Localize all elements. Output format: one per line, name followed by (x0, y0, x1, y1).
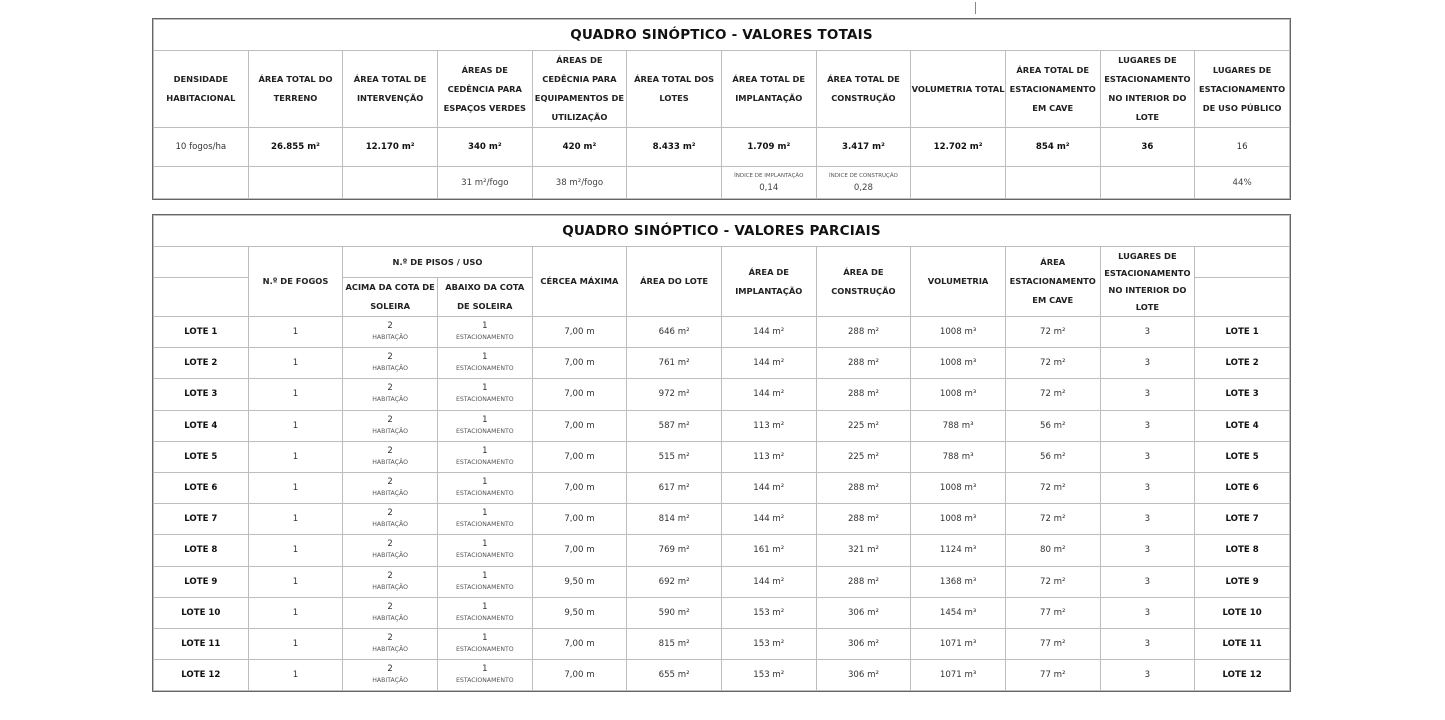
indice-implantacao-value: 0,14 (759, 182, 779, 193)
estac-cave-value: 80 m² (1005, 535, 1100, 566)
cercea-value: 7,00 m (532, 628, 627, 659)
abaixo-pisos: 1 (482, 632, 488, 643)
lugares-value: 3 (1100, 504, 1195, 535)
acima-uso: HABITAÇÃO (372, 552, 408, 560)
abaixo-cota-cell (437, 660, 532, 691)
lote-label-right: LOTE 7 (1195, 504, 1290, 535)
empty-header-cell (154, 247, 249, 278)
acima-cota-cell (343, 597, 438, 628)
area-lote-value: 617 m² (627, 472, 722, 503)
construcao-value: 321 m² (816, 535, 911, 566)
abaixo-cota-cell (437, 379, 532, 410)
fogos-value: 1 (248, 660, 343, 691)
value-lugares-lote: 36 (1100, 128, 1195, 167)
acima-pisos: 2 (387, 383, 393, 394)
abaixo-pisos: 1 (482, 414, 488, 425)
lote-label-right: LOTE 2 (1195, 348, 1290, 379)
empty-cell (343, 167, 438, 199)
header-area-intervencao: ÁREA TOTAL DE INTERVENÇÃO (343, 51, 438, 128)
header-lugares-lote: LUGARES DE ESTACIONAMENTO NO INTERIOR DO LOTE (1100, 51, 1195, 128)
value-area-construcao: 3.417 m² (816, 128, 911, 167)
implantacao-value: 144 m² (721, 472, 816, 503)
acima-pisos: 2 (387, 477, 393, 488)
value-densidade: 10 fogos/ha (154, 128, 249, 167)
implantacao-value: 153 m² (721, 597, 816, 628)
totals-secondary-row (154, 167, 1290, 199)
header-acima-cota: ACIMA DA COTA DE SOLEIRA (343, 278, 438, 317)
uso-publico-percentage: 44% (1195, 167, 1290, 199)
header-lugares-publico: LUGARES DE ESTACIONAMENTO DE USO PÚBLICO (1195, 51, 1290, 128)
table-row (154, 628, 1290, 659)
abaixo-uso: ESTACIONAMENTO (455, 396, 514, 404)
abaixo-pisos: 1 (482, 570, 488, 581)
estac-cave-value: 72 m² (1005, 472, 1100, 503)
construcao-value: 288 m² (816, 317, 911, 348)
estac-cave-value: 72 m² (1005, 317, 1100, 348)
header-area-lote: ÁREA DO LOTE (627, 247, 722, 317)
acima-uso: HABITAÇÃO (372, 396, 408, 404)
abaixo-pisos: 1 (482, 664, 488, 675)
estac-cave-value: 56 m² (1005, 410, 1100, 441)
header-area-implantacao: ÁREA TOTAL DE IMPLANTAÇÃO (721, 51, 816, 128)
header-cercea: CÉRCEA MÁXIMA (532, 247, 627, 317)
lote-label: LOTE 2 (154, 348, 249, 379)
value-area-intervencao: 12.170 m² (343, 128, 438, 167)
empty-header-cell (1195, 278, 1290, 317)
lugares-value: 3 (1100, 660, 1195, 691)
abaixo-uso: ESTACIONAMENTO (455, 614, 514, 622)
abaixo-pisos: 1 (482, 321, 488, 332)
empty-cell (627, 167, 722, 199)
cercea-value: 7,00 m (532, 410, 627, 441)
lugares-value: 3 (1100, 317, 1195, 348)
abaixo-uso: ESTACIONAMENTO (455, 427, 514, 435)
estac-cave-value: 56 m² (1005, 441, 1100, 472)
lote-label: LOTE 5 (154, 441, 249, 472)
volumetria-value: 1008 m³ (911, 472, 1006, 503)
indice-construcao-cell (816, 167, 911, 199)
construcao-value: 288 m² (816, 566, 911, 597)
indice-construcao-value: 0,28 (853, 182, 873, 193)
value-lugares-publico: 16 (1195, 128, 1290, 167)
implantacao-value: 153 m² (721, 628, 816, 659)
estac-cave-value: 72 m² (1005, 348, 1100, 379)
cercea-value: 7,00 m (532, 472, 627, 503)
acima-pisos: 2 (387, 570, 393, 581)
abaixo-uso: ESTACIONAMENTO (455, 677, 514, 685)
abaixo-cota-cell (437, 472, 532, 503)
empty-cell (1100, 167, 1195, 199)
implantacao-value: 144 m² (721, 348, 816, 379)
table-row (154, 410, 1290, 441)
abaixo-cota-cell (437, 504, 532, 535)
abaixo-uso: ESTACIONAMENTO (455, 365, 514, 373)
lugares-value: 3 (1100, 441, 1195, 472)
abaixo-pisos: 1 (482, 539, 488, 550)
construcao-value: 288 m² (816, 472, 911, 503)
estac-cave-value: 77 m² (1005, 660, 1100, 691)
fogos-value: 1 (248, 410, 343, 441)
fogos-value: 1 (248, 472, 343, 503)
construcao-value: 225 m² (816, 410, 911, 441)
table-row (154, 566, 1290, 597)
partials-table (153, 215, 1290, 691)
acima-uso: HABITAÇÃO (372, 458, 408, 466)
abaixo-cota-cell (437, 410, 532, 441)
area-lote-value: 587 m² (627, 410, 722, 441)
abaixo-uso: ESTACIONAMENTO (455, 490, 514, 498)
implantacao-value: 113 m² (721, 441, 816, 472)
acima-cota-cell (343, 504, 438, 535)
header-fogos: N.º DE FOGOS (248, 247, 343, 317)
estac-cave-value: 72 m² (1005, 379, 1100, 410)
acima-pisos: 2 (387, 352, 393, 363)
acima-uso: HABITAÇÃO (372, 427, 408, 435)
header-espacos-verdes: ÁREAS DE CEDÊNCIA PARA ESPAÇOS VERDES (437, 51, 532, 128)
abaixo-cota-cell (437, 317, 532, 348)
implantacao-value: 144 m² (721, 566, 816, 597)
acima-cota-cell (343, 535, 438, 566)
implantacao-value: 113 m² (721, 410, 816, 441)
acima-uso: HABITAÇÃO (372, 365, 408, 373)
volumetria-value: 1071 m³ (911, 660, 1006, 691)
header-area-lotes: ÁREA TOTAL DOS LOTES (627, 51, 722, 128)
fogos-value: 1 (248, 441, 343, 472)
volumetria-value: 1008 m³ (911, 379, 1006, 410)
fogos-value: 1 (248, 317, 343, 348)
value-volumetria: 12.702 m² (911, 128, 1006, 167)
totals-value-row (154, 128, 1290, 167)
fogos-value: 1 (248, 504, 343, 535)
acima-pisos: 2 (387, 414, 393, 425)
table-row (154, 317, 1290, 348)
construcao-value: 225 m² (816, 441, 911, 472)
implantacao-value: 144 m² (721, 379, 816, 410)
cercea-value: 7,00 m (532, 317, 627, 348)
volumetria-value: 1124 m³ (911, 535, 1006, 566)
empty-cell (154, 167, 249, 199)
acima-uso: HABITAÇÃO (372, 334, 408, 342)
lugares-value: 3 (1100, 535, 1195, 566)
equipamentos-per-fogo: 38 m²/fogo (532, 167, 627, 199)
acima-cota-cell (343, 566, 438, 597)
lote-label: LOTE 10 (154, 597, 249, 628)
fogos-value: 1 (248, 597, 343, 628)
lote-label: LOTE 8 (154, 535, 249, 566)
abaixo-pisos: 1 (482, 383, 488, 394)
empty-header-cell (1195, 247, 1290, 278)
volumetria-value: 1008 m³ (911, 348, 1006, 379)
area-lote-value: 972 m² (627, 379, 722, 410)
construcao-value: 306 m² (816, 628, 911, 659)
abaixo-pisos: 1 (482, 601, 488, 612)
header-volumetria: VOLUMETRIA (911, 247, 1006, 317)
abaixo-uso: ESTACIONAMENTO (455, 521, 514, 529)
cercea-value: 7,00 m (532, 504, 627, 535)
lote-label: LOTE 4 (154, 410, 249, 441)
table-row (154, 597, 1290, 628)
cercea-value: 7,00 m (532, 379, 627, 410)
empty-cell (1005, 167, 1100, 199)
volumetria-value: 1454 m³ (911, 597, 1006, 628)
lote-label-right: LOTE 5 (1195, 441, 1290, 472)
lote-label-right: LOTE 3 (1195, 379, 1290, 410)
area-lote-value: 761 m² (627, 348, 722, 379)
acima-uso: HABITAÇÃO (372, 583, 408, 591)
construcao-value: 288 m² (816, 379, 911, 410)
volumetria-value: 1368 m³ (911, 566, 1006, 597)
cercea-value: 9,50 m (532, 597, 627, 628)
fogos-value: 1 (248, 566, 343, 597)
abaixo-cota-cell (437, 597, 532, 628)
fogos-value: 1 (248, 379, 343, 410)
estac-cave-value: 77 m² (1005, 628, 1100, 659)
abaixo-uso: ESTACIONAMENTO (455, 334, 514, 342)
abaixo-pisos: 1 (482, 445, 488, 456)
abaixo-cota-cell (437, 566, 532, 597)
acima-cota-cell (343, 472, 438, 503)
value-espacos-verdes: 340 m² (437, 128, 532, 167)
construcao-value: 288 m² (816, 504, 911, 535)
area-lote-value: 815 m² (627, 628, 722, 659)
header-implantacao: ÁREA DE IMPLANTAÇÃO (721, 247, 816, 317)
lote-label-right: LOTE 8 (1195, 535, 1290, 566)
acima-cota-cell (343, 660, 438, 691)
table-row (154, 348, 1290, 379)
acima-cota-cell (343, 628, 438, 659)
partials-title: QUADRO SINÓPTICO - VALORES PARCIAIS (154, 216, 1290, 247)
value-area-lotes: 8.433 m² (627, 128, 722, 167)
acima-pisos: 2 (387, 539, 393, 550)
value-area-terreno: 26.855 m² (248, 128, 343, 167)
header-abaixo-cota: ABAIXO DA COTA DE SOLEIRA (437, 278, 532, 317)
totals-table (153, 19, 1290, 199)
estac-cave-value: 72 m² (1005, 504, 1100, 535)
acima-uso: HABITAÇÃO (372, 521, 408, 529)
header-area-terreno: ÁREA TOTAL DO TERRENO (248, 51, 343, 128)
totals-header-row (154, 51, 1290, 128)
volumetria-value: 788 m³ (911, 441, 1006, 472)
empty-cell (911, 167, 1006, 199)
abaixo-uso: ESTACIONAMENTO (455, 552, 514, 560)
table-row (154, 441, 1290, 472)
abaixo-uso: ESTACIONAMENTO (455, 645, 514, 653)
header-pisos-uso: N.º DE PISOS / USO (343, 247, 532, 278)
acima-cota-cell (343, 379, 438, 410)
lote-label: LOTE 1 (154, 317, 249, 348)
espacos-verdes-per-fogo: 31 m²/fogo (437, 167, 532, 199)
volumetria-value: 1008 m³ (911, 504, 1006, 535)
table-row (154, 504, 1290, 535)
abaixo-cota-cell (437, 441, 532, 472)
value-equipamentos: 420 m² (532, 128, 627, 167)
table-row (154, 660, 1290, 691)
abaixo-pisos: 1 (482, 508, 488, 519)
implantacao-value: 153 m² (721, 660, 816, 691)
area-lote-value: 655 m² (627, 660, 722, 691)
implantacao-value: 144 m² (721, 317, 816, 348)
acima-pisos: 2 (387, 664, 393, 675)
acima-uso: HABITAÇÃO (372, 614, 408, 622)
lugares-value: 3 (1100, 597, 1195, 628)
cercea-value: 7,00 m (532, 660, 627, 691)
lote-label: LOTE 11 (154, 628, 249, 659)
volumetria-value: 788 m³ (911, 410, 1006, 441)
lugares-value: 3 (1100, 566, 1195, 597)
implantacao-value: 144 m² (721, 504, 816, 535)
area-lote-value: 590 m² (627, 597, 722, 628)
acima-pisos: 2 (387, 601, 393, 612)
area-lote-value: 692 m² (627, 566, 722, 597)
fogos-value: 1 (248, 348, 343, 379)
fogos-value: 1 (248, 535, 343, 566)
text-cursor (975, 2, 976, 14)
lugares-value: 3 (1100, 410, 1195, 441)
header-estac-cave: ÁREA ESTACIONAMENTO EM CAVE (1005, 247, 1100, 317)
lugares-value: 3 (1100, 628, 1195, 659)
table-row (154, 472, 1290, 503)
acima-cota-cell (343, 348, 438, 379)
construcao-value: 306 m² (816, 597, 911, 628)
lote-label-right: LOTE 9 (1195, 566, 1290, 597)
area-lote-value: 814 m² (627, 504, 722, 535)
cercea-value: 7,00 m (532, 441, 627, 472)
acima-cota-cell (343, 317, 438, 348)
header-equipamentos: ÁREAS DE CEDÊCNIA PARA EQUIPAMENTOS DE UTILIZAÇÃO (532, 51, 627, 128)
table-row (154, 535, 1290, 566)
lote-label: LOTE 7 (154, 504, 249, 535)
partials-header-row-1 (154, 247, 1290, 278)
construcao-value: 306 m² (816, 660, 911, 691)
acima-pisos: 2 (387, 321, 393, 332)
abaixo-uso: ESTACIONAMENTO (455, 458, 514, 466)
acima-pisos: 2 (387, 508, 393, 519)
lote-label-right: LOTE 10 (1195, 597, 1290, 628)
acima-uso: HABITAÇÃO (372, 677, 408, 685)
lote-label: LOTE 6 (154, 472, 249, 503)
abaixo-uso: ESTACIONAMENTO (455, 583, 514, 591)
estac-cave-value: 72 m² (1005, 566, 1100, 597)
acima-uso: HABITAÇÃO (372, 645, 408, 653)
header-densidade: DENSIDADE HABITACIONAL (154, 51, 249, 128)
lote-label-right: LOTE 4 (1195, 410, 1290, 441)
header-lugares: LUGARES DE ESTACIONAMENTO NO INTERIOR DO LOTE (1100, 247, 1195, 317)
lote-label-right: LOTE 6 (1195, 472, 1290, 503)
acima-cota-cell (343, 410, 438, 441)
lugares-value: 3 (1100, 348, 1195, 379)
table-row (154, 379, 1290, 410)
construcao-value: 288 m² (816, 348, 911, 379)
header-construcao: ÁREA DE CONSTRUÇÃO (816, 247, 911, 317)
acima-pisos: 2 (387, 445, 393, 456)
abaixo-pisos: 1 (482, 477, 488, 488)
lote-label: LOTE 9 (154, 566, 249, 597)
lugares-value: 3 (1100, 379, 1195, 410)
lote-label-right: LOTE 1 (1195, 317, 1290, 348)
abaixo-cota-cell (437, 535, 532, 566)
totals-title: QUADRO SINÓPTICO - VALORES TOTAIS (154, 20, 1290, 51)
lote-label: LOTE 3 (154, 379, 249, 410)
indice-construcao-label: ÍNDICE DE CONSTRUÇÃO (828, 172, 898, 179)
volumetria-value: 1071 m³ (911, 628, 1006, 659)
empty-cell (248, 167, 343, 199)
lote-label-right: LOTE 11 (1195, 628, 1290, 659)
implantacao-value: 161 m² (721, 535, 816, 566)
abaixo-cota-cell (437, 628, 532, 659)
acima-uso: HABITAÇÃO (372, 490, 408, 498)
header-estac-cave: ÁREA TOTAL DE ESTACIONAMENTO EM CAVE (1005, 51, 1100, 128)
cercea-value: 7,00 m (532, 535, 627, 566)
indice-implantacao-label: ÍNDICE DE IMPLANTAÇÃO (734, 172, 804, 179)
value-estac-cave: 854 m² (1005, 128, 1100, 167)
lugares-value: 3 (1100, 472, 1195, 503)
estac-cave-value: 77 m² (1005, 597, 1100, 628)
lote-label: LOTE 12 (154, 660, 249, 691)
cercea-value: 7,00 m (532, 348, 627, 379)
volumetria-value: 1008 m³ (911, 317, 1006, 348)
empty-header-cell (154, 278, 249, 317)
cercea-value: 9,50 m (532, 566, 627, 597)
acima-cota-cell (343, 441, 438, 472)
abaixo-cota-cell (437, 348, 532, 379)
header-volumetria: VOLUMETRIA TOTAL (911, 51, 1006, 128)
indice-implantacao-cell (721, 167, 816, 199)
value-area-implantacao: 1.709 m² (721, 128, 816, 167)
area-lote-value: 769 m² (627, 535, 722, 566)
lote-label-right: LOTE 12 (1195, 660, 1290, 691)
fogos-value: 1 (248, 628, 343, 659)
area-lote-value: 515 m² (627, 441, 722, 472)
area-lote-value: 646 m² (627, 317, 722, 348)
header-area-construcao: ÁREA TOTAL DE CONSTRUÇÃO (816, 51, 911, 128)
abaixo-pisos: 1 (482, 352, 488, 363)
acima-pisos: 2 (387, 632, 393, 643)
